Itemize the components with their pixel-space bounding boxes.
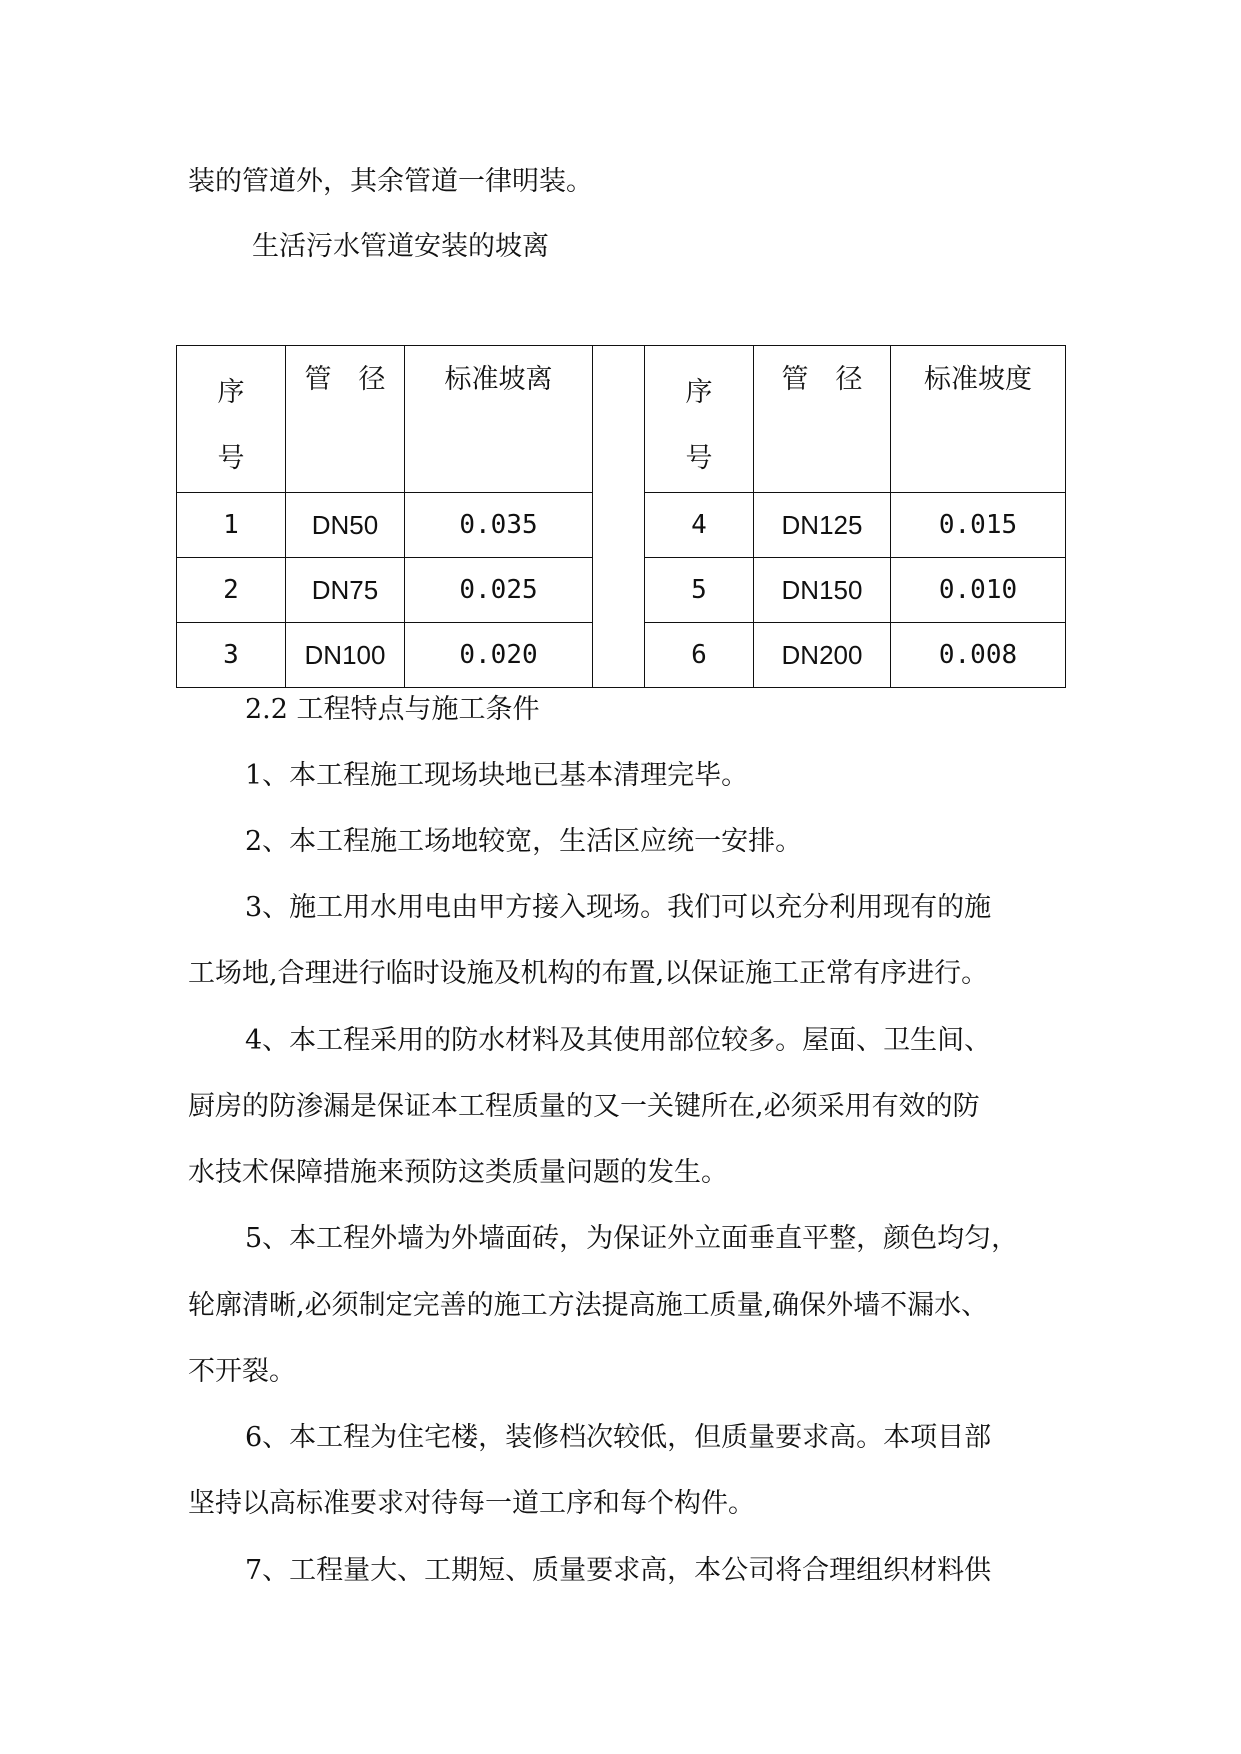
paragraph-line: 5、本工程外墙为外墙面砖，为保证外立面垂直平整，颜色均匀， [245, 1223, 1019, 1254]
paragraph-line: 轮廓清晰,必须制定完善的施工方法提高施工质量,确保外墙不漏水、 [188, 1290, 989, 1321]
paragraph-line: 不开裂。 [188, 1356, 296, 1387]
right-slope-cell: 0.008 [891, 623, 1066, 688]
slope-table [176, 345, 1066, 688]
right-slope-cell: 0.010 [891, 558, 1066, 623]
paragraph-line: 坚持以高标准要求对待每一道工序和每个构件。 [188, 1488, 755, 1519]
left-diameter-header: 管 径 [286, 346, 405, 493]
paragraph-line: 3、施工用水用电由甲方接入现场。我们可以充分利用现有的施 [245, 892, 992, 923]
left-slope-cell: 0.020 [405, 623, 593, 688]
right-seq-cell: 4 [645, 493, 754, 558]
left-seq-cell: 2 [177, 558, 286, 623]
left-seq-cell: 1 [177, 493, 286, 558]
left-diameter-cell: DN75 [286, 558, 405, 623]
left-diameter-cell: DN100 [286, 623, 405, 688]
right-seq-cell: 5 [645, 558, 754, 623]
table-gap-column [593, 346, 645, 688]
section-heading: 2.2 工程特点与施工条件 [245, 694, 540, 725]
table-title: 生活污水管道安装的坡离 [252, 231, 549, 262]
paragraph-line: 1、本工程施工现场块地已基本清理完毕。 [245, 760, 749, 791]
left-slope-cell: 0.035 [405, 493, 593, 558]
slope-table-wrapper [176, 345, 1066, 688]
table-header-row [177, 346, 1066, 493]
paragraph-line: 工场地,合理进行临时设施及机构的布置,以保证施工正常有序进行。 [188, 958, 989, 989]
paragraph-line: 7、工程量大、工期短、质量要求高，本公司将合理组织材料供 [245, 1555, 992, 1586]
right-diameter-header: 管 径 [754, 346, 891, 493]
right-diameter-cell: DN125 [754, 493, 891, 558]
right-seq-header: 序 号 [645, 346, 754, 493]
right-diameter-cell: DN200 [754, 623, 891, 688]
paragraph-line: 水技术保障措施来预防这类质量问题的发生。 [188, 1157, 728, 1188]
paragraph-line: 2、本工程施工场地较宽，生活区应统一安排。 [245, 826, 803, 857]
left-slope-cell: 0.025 [405, 558, 593, 623]
right-diameter-cell: DN150 [754, 558, 891, 623]
left-slope-header: 标准坡离 [405, 346, 593, 493]
right-seq-cell: 6 [645, 623, 754, 688]
right-slope-header: 标准坡度 [891, 346, 1066, 493]
left-diameter-cell: DN50 [286, 493, 405, 558]
intro-line: 装的管道外，其余管道一律明装。 [188, 166, 593, 197]
paragraph-line: 6、本工程为住宅楼，装修档次较低，但质量要求高。本项目部 [245, 1422, 992, 1453]
left-seq-cell: 3 [177, 623, 286, 688]
left-seq-header: 序 号 [177, 346, 286, 493]
paragraph-line: 厨房的防渗漏是保证本工程质量的又一关键所在,必须采用有效的防 [188, 1091, 980, 1122]
paragraph-line: 4、本工程采用的防水材料及其使用部位较多。屋面、卫生间、 [245, 1025, 992, 1056]
right-slope-cell: 0.015 [891, 493, 1066, 558]
